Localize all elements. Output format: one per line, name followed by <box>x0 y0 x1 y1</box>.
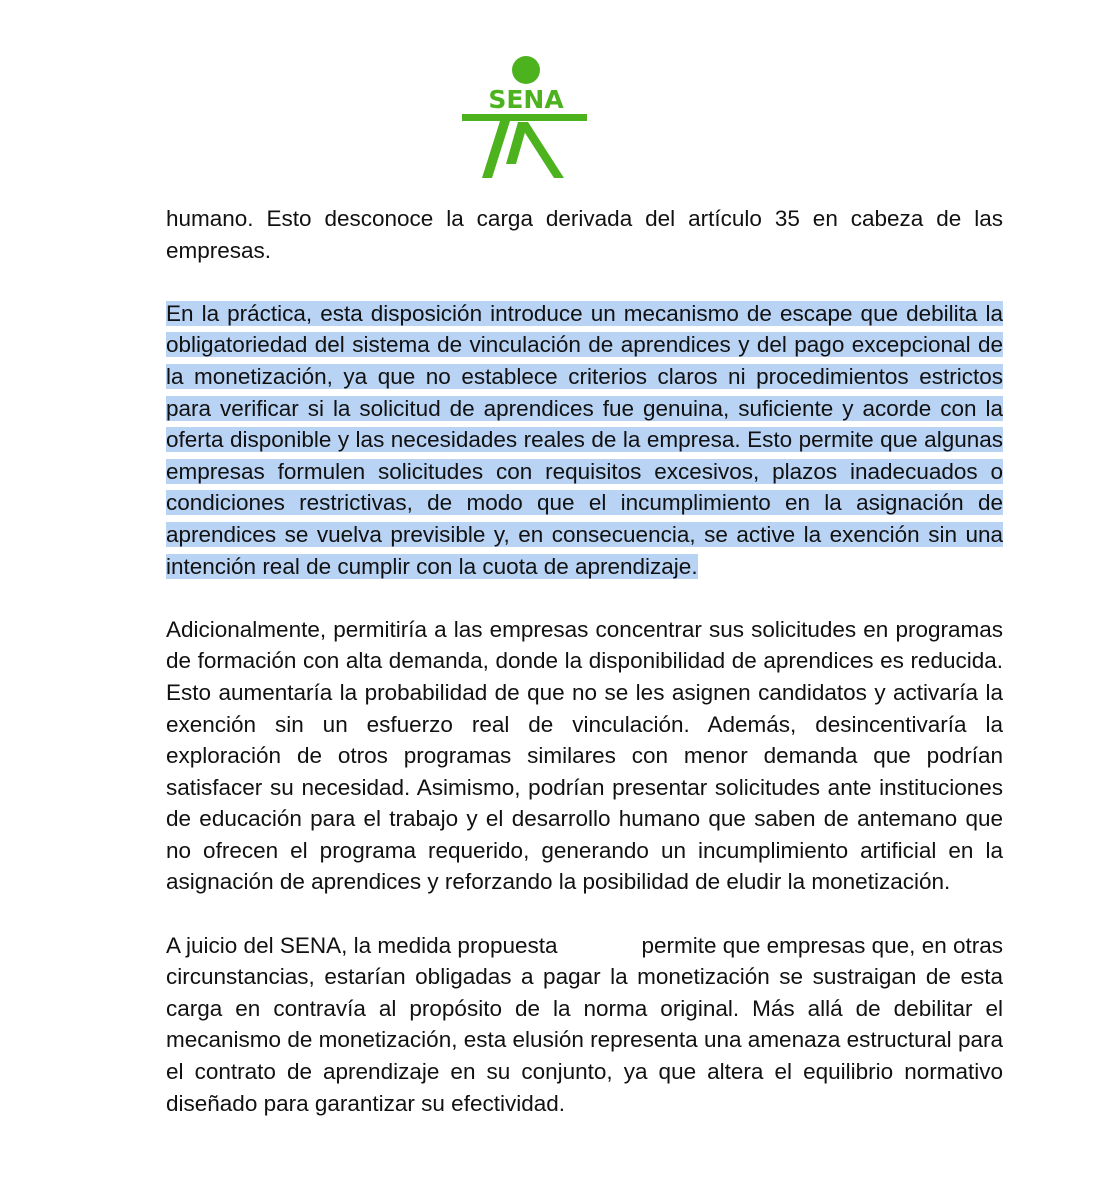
selected-text: En la práctica, esta disposición introduce un mecanismo de escape que debilita la obligatoriedad del sistema de vinculación de aprendices y del pago excepcional de la monetización, ya que no establece criterios claros ni procedimientos estrictos para verificar si la solicitud de aprendices fue genuina, suficiente y acorde con la oferta disponible y las necesidades reales de la empresa. Esto permite que algunas empresas formulen solicitudes con requisitos excesivos, plazos inadecuados o condiciones restrictivas, de modo que el incumplimiento en la asignación de aprendices se vuelva previsible y, en consecuencia, se active la exención sin una intención real de cumplir con la cuota de aprendizaje. <box>166 300 1003 579</box>
paragraph-sena-opinion-start: A juicio del SENA, la medida propuesta <box>166 932 558 958</box>
sena-logo <box>462 56 590 180</box>
paragraph-continuation: humano. Esto desconoce la carga derivada del artículo 35 en cabeza de las empresas. <box>166 206 1003 263</box>
sena-logo-graphic <box>462 56 590 180</box>
paragraph-sena-opinion <box>166 930 1003 1120</box>
paragraph-sena-opinion-rest: permite que empresas que, en otras circunstancias, estarían obligadas a pagar la monetización se sustraigan de esta carga en contravía al propósito de la norma original. Más allá de debilitar el mecanismo de monetización, esta elusión representa una amenaza estructural para el contrato de aprendizaje en su conjunto, ya que altera el equilibrio normativo diseñado para garantizar su efectividad. <box>166 932 1003 1116</box>
document-body <box>166 203 1003 1151</box>
logo-text: SENA <box>488 85 564 114</box>
paragraph-additional: Adicionalmente, permitiría a las empresas concentrar sus solicitudes en programas de formación con alta demanda, donde la disponibilidad de aprendices es reducida. Esto aumentaría la probabilidad de que no se les asignen candidatos y activaría la exención sin un esfuerzo real de vinculación. Además, desincentivaría la exploración de otros programas similares con menor demanda que podrían satisfacer su necesidad. Asimismo, podrían presentar solicitudes ante instituciones de educación para el trabajo y el desarrollo humano que saben de antemano que no ofrecen el programa requerido, generando un incumplimiento artificial en la asignación de aprendices y reforzando la posibilidad de eludir la monetización. <box>166 616 1003 895</box>
paragraph-highlighted <box>166 298 1003 582</box>
